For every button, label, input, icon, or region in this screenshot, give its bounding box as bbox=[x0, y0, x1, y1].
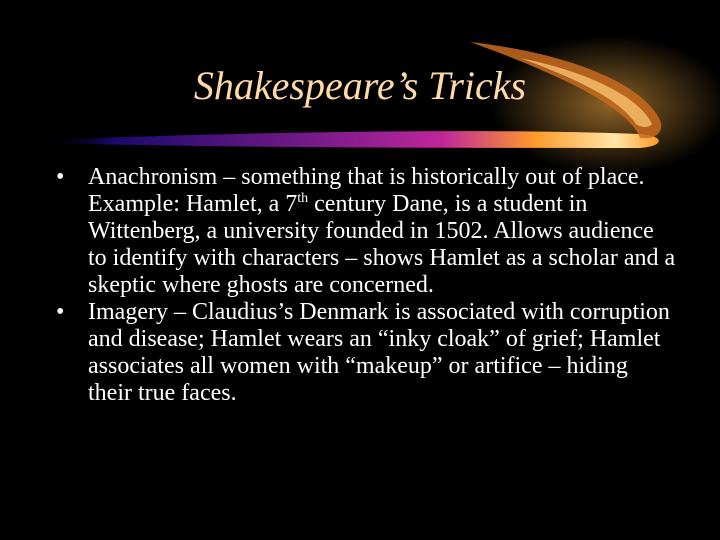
bullet-text-part-1: Anachronism – something that is historically out of place. Example: Hamlet, a 7 bbox=[88, 164, 645, 217]
bullet-text-part-2: century Dane, is a student in Wittenberg, a university founded in 1502. Allows audience to identify with characters – shows Hamlet as a scholar and a skeptic where ghosts are concerned. bbox=[88, 191, 676, 298]
swoosh-bar bbox=[40, 131, 659, 148]
bullet-item-imagery bbox=[56, 299, 676, 407]
bullet-list bbox=[56, 164, 676, 407]
bullet-marker: • bbox=[56, 299, 65, 325]
bullet-marker: • bbox=[56, 164, 65, 190]
ordinal-suffix: th bbox=[297, 191, 309, 206]
bullet-item-anachronism bbox=[56, 164, 676, 299]
bullet-text: Imagery – Claudius’s Denmark is associated with corruption and disease; Hamlet wears an “inky cloak” of grief; Hamlet associates all women with “makeup” or artifice – hiding their true faces. bbox=[88, 299, 670, 406]
slide-title: Shakespeare’s Tricks bbox=[193, 63, 527, 108]
